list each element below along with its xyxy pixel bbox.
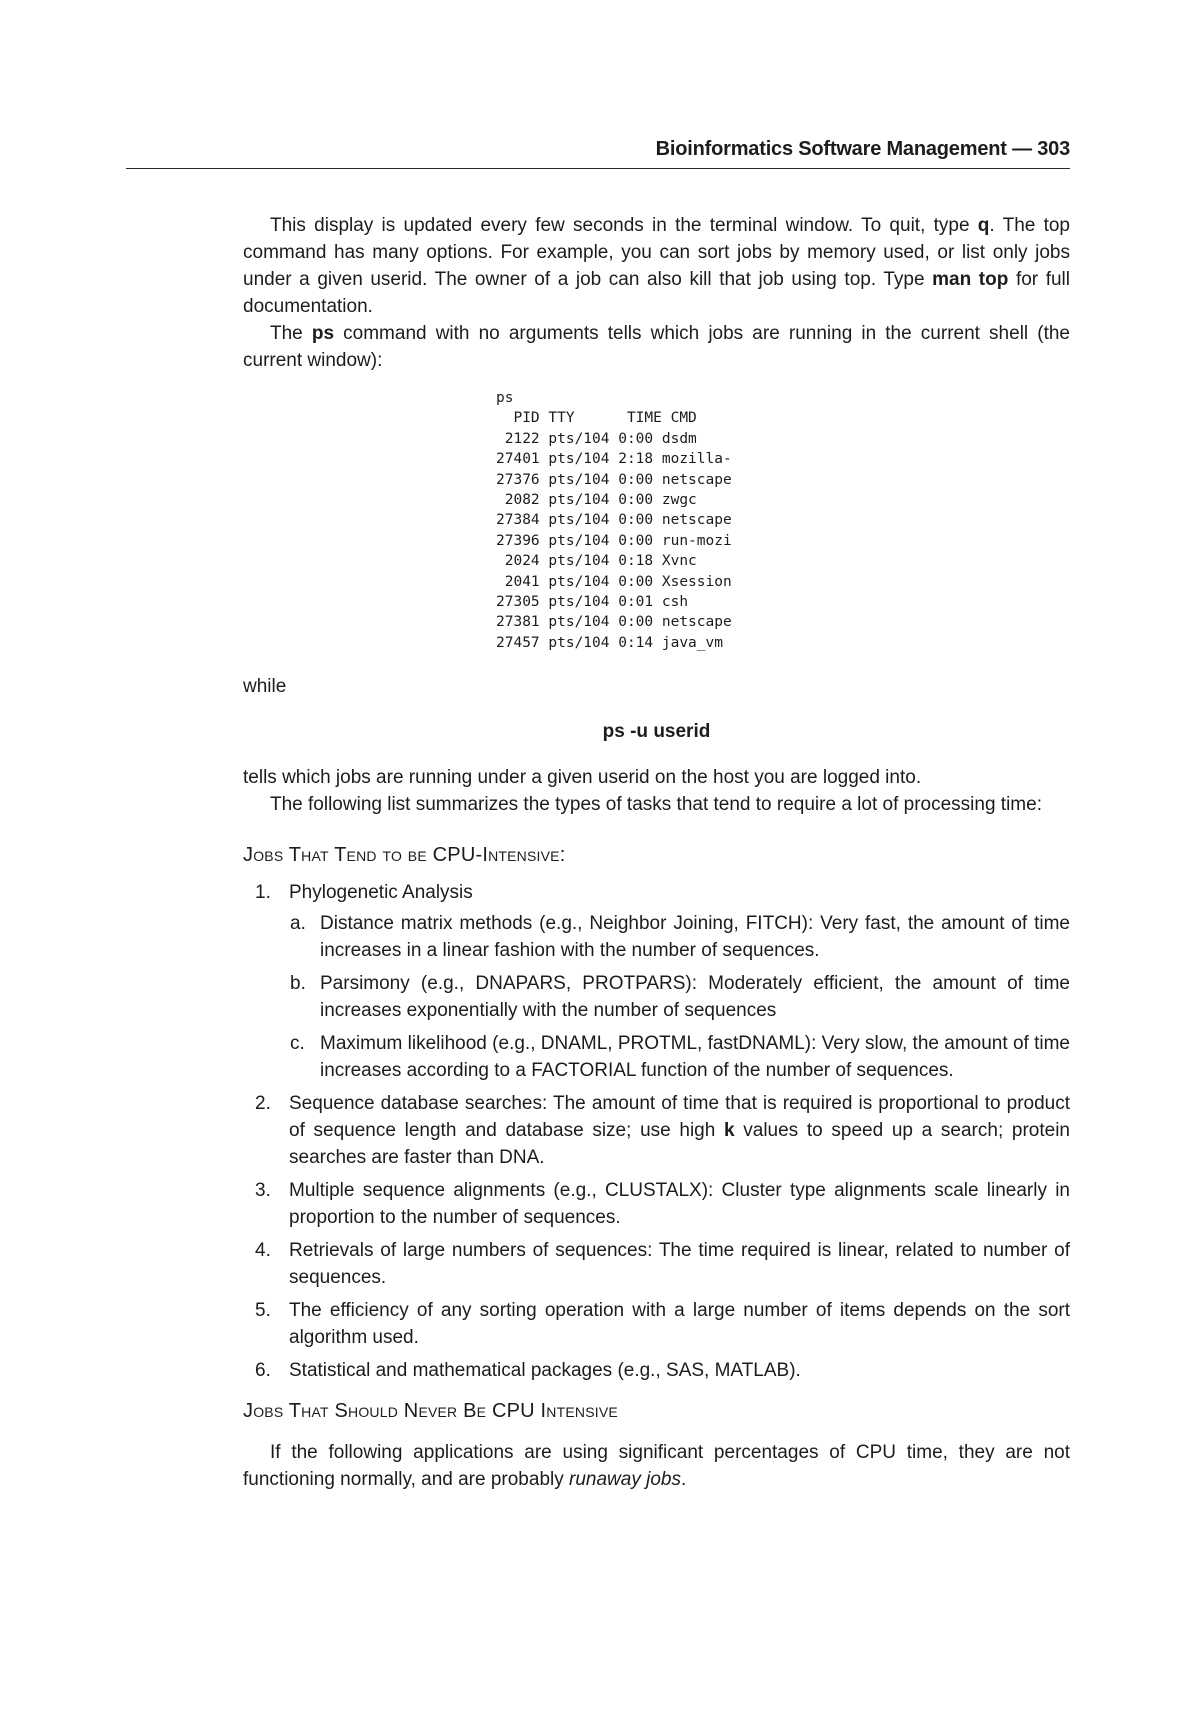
list-item-text: Multiple sequence alignments (e.g., CLUSTALX): Cluster type alignments scale linearly in proportion to the number of sequences. xyxy=(289,1180,1070,1229)
ps-header-row: PID TTY TIME CMD xyxy=(496,410,697,427)
ps-command-line: ps xyxy=(496,390,514,406)
ps-output-block xyxy=(496,388,1070,653)
while-text: while xyxy=(243,676,287,698)
paragraph-userid-jobs: tells which jobs are running under a given userid on the host you are logged into. xyxy=(243,767,922,789)
phylogenetic-sublist xyxy=(289,910,1070,1084)
list-item xyxy=(243,1357,1070,1384)
text-run: . The top command has many options. For example, you can sort jobs by memory used, or list only jobs under a given userid. The owner of a job can also kill that job using top. Type xyxy=(243,215,1070,290)
section-heading-never-cpu-intensive: Jobs That Should Never Be CPU Intensive xyxy=(243,1400,618,1423)
ps-row: 2122 pts/104 0:00 dsdm xyxy=(496,430,697,447)
runaway-jobs-term: runaway jobs xyxy=(569,1469,681,1491)
text-run: The xyxy=(270,323,312,344)
text-run: This display is updated every few seconds in the terminal window. To quit, type xyxy=(270,215,978,236)
quit-key: q xyxy=(977,215,990,236)
ps-row: 2082 pts/104 0:00 zwgc xyxy=(496,492,697,509)
list-number: 3. xyxy=(255,1180,271,1202)
list-number: 1. xyxy=(255,882,271,904)
sublist-item-text: Distance matrix methods (e.g., Neighbor Joining, FITCH): Very fast, the amount of time increases in a linear fashion with the number of sequences. xyxy=(320,913,1070,962)
list-item xyxy=(243,879,1070,1084)
ps-command: ps xyxy=(311,323,335,344)
paragraph-summary-intro: The following list summarizes the types of tasks that tend to require a lot of processing time: xyxy=(270,794,1042,816)
list-item xyxy=(243,1297,1070,1351)
list-number: 6. xyxy=(255,1360,271,1382)
sublist-item xyxy=(289,910,1070,964)
k-parameter: k xyxy=(724,1120,735,1142)
list-number: 5. xyxy=(255,1300,271,1322)
list-item-text: Phylogenetic Analysis xyxy=(289,882,473,904)
paragraph-ps-intro xyxy=(243,320,1070,374)
text-run: for full documentation. xyxy=(243,269,1070,317)
sublist-item xyxy=(289,970,1070,1024)
ps-row: 27401 pts/104 2:18 mozilla- xyxy=(496,451,732,468)
ps-row: 2041 pts/104 0:00 Xsession xyxy=(496,573,732,590)
sublist-item xyxy=(289,1030,1070,1084)
ps-row: 27457 pts/104 0:14 java_vm xyxy=(496,634,723,651)
sublist-item-text: Parsimony (e.g., DNAPARS, PROTPARS): Moderately efficient, the amount of time increases exponentially with the number of sequences xyxy=(320,973,1070,1022)
header-rule xyxy=(126,168,1070,169)
ps-row: 27384 pts/104 0:00 netscape xyxy=(496,512,732,529)
paragraph-runaway-jobs xyxy=(243,1439,1070,1493)
ps-row: 27381 pts/104 0:00 netscape xyxy=(496,614,732,631)
ps-u-userid-command: ps -u userid xyxy=(602,721,711,743)
list-item-text: Sequence database searches: The amount of time that is required is proportional to product of sequence length and database size; use high xyxy=(289,1093,1070,1142)
list-item-text: values to speed up a search; protein searches are faster than DNA. xyxy=(289,1120,1071,1169)
list-item-text: The efficiency of any sorting operation with a large number of items depends on the sort algorithm used. xyxy=(289,1300,1070,1349)
text-run: command with no arguments tells which jobs are running in the current shell (the current window): xyxy=(243,323,1070,371)
list-item xyxy=(243,1090,1070,1171)
ps-row: 27396 pts/104 0:00 run-mozi xyxy=(496,532,732,549)
list-item xyxy=(243,1177,1070,1231)
list-item-text: Statistical and mathematical packages (e.g., SAS, MATLAB). xyxy=(289,1360,801,1382)
list-item-text: Retrievals of large numbers of sequences: The time required is linear, related to number of sequences. xyxy=(289,1240,1070,1289)
section-heading-cpu-intensive: Jobs That Tend to be CPU-Intensive: xyxy=(243,844,566,867)
list-number: 4. xyxy=(255,1240,271,1262)
ps-row: 27305 pts/104 0:01 csh xyxy=(496,594,689,611)
man-top-command: man top xyxy=(932,269,1009,290)
sublist-letter: b. xyxy=(290,973,306,995)
text-run: . xyxy=(680,1469,687,1491)
sublist-letter: c. xyxy=(290,1033,305,1055)
cpu-intensive-list xyxy=(243,879,1070,1384)
sublist-item-text: Maximum likelihood (e.g., DNAML, PROTML, fastDNAML): Very slow, the amount of time increases according to a FACTORIAL function of the number of sequences. xyxy=(320,1033,1070,1082)
text-run: If the following applications are using significant percentages of CPU time, they are not functioning normally, and are probably xyxy=(243,1442,1070,1491)
running-head: Bioinformatics Software Management — 303 xyxy=(655,138,1070,160)
page-body xyxy=(243,212,1070,1493)
list-number: 2. xyxy=(255,1093,271,1115)
paragraph-top-display xyxy=(243,212,1070,320)
sublist-letter: a. xyxy=(290,913,306,935)
list-item xyxy=(243,1237,1070,1291)
ps-row: 2024 pts/104 0:18 Xvnc xyxy=(496,553,697,570)
ps-row: 27376 pts/104 0:00 netscape xyxy=(496,471,732,488)
